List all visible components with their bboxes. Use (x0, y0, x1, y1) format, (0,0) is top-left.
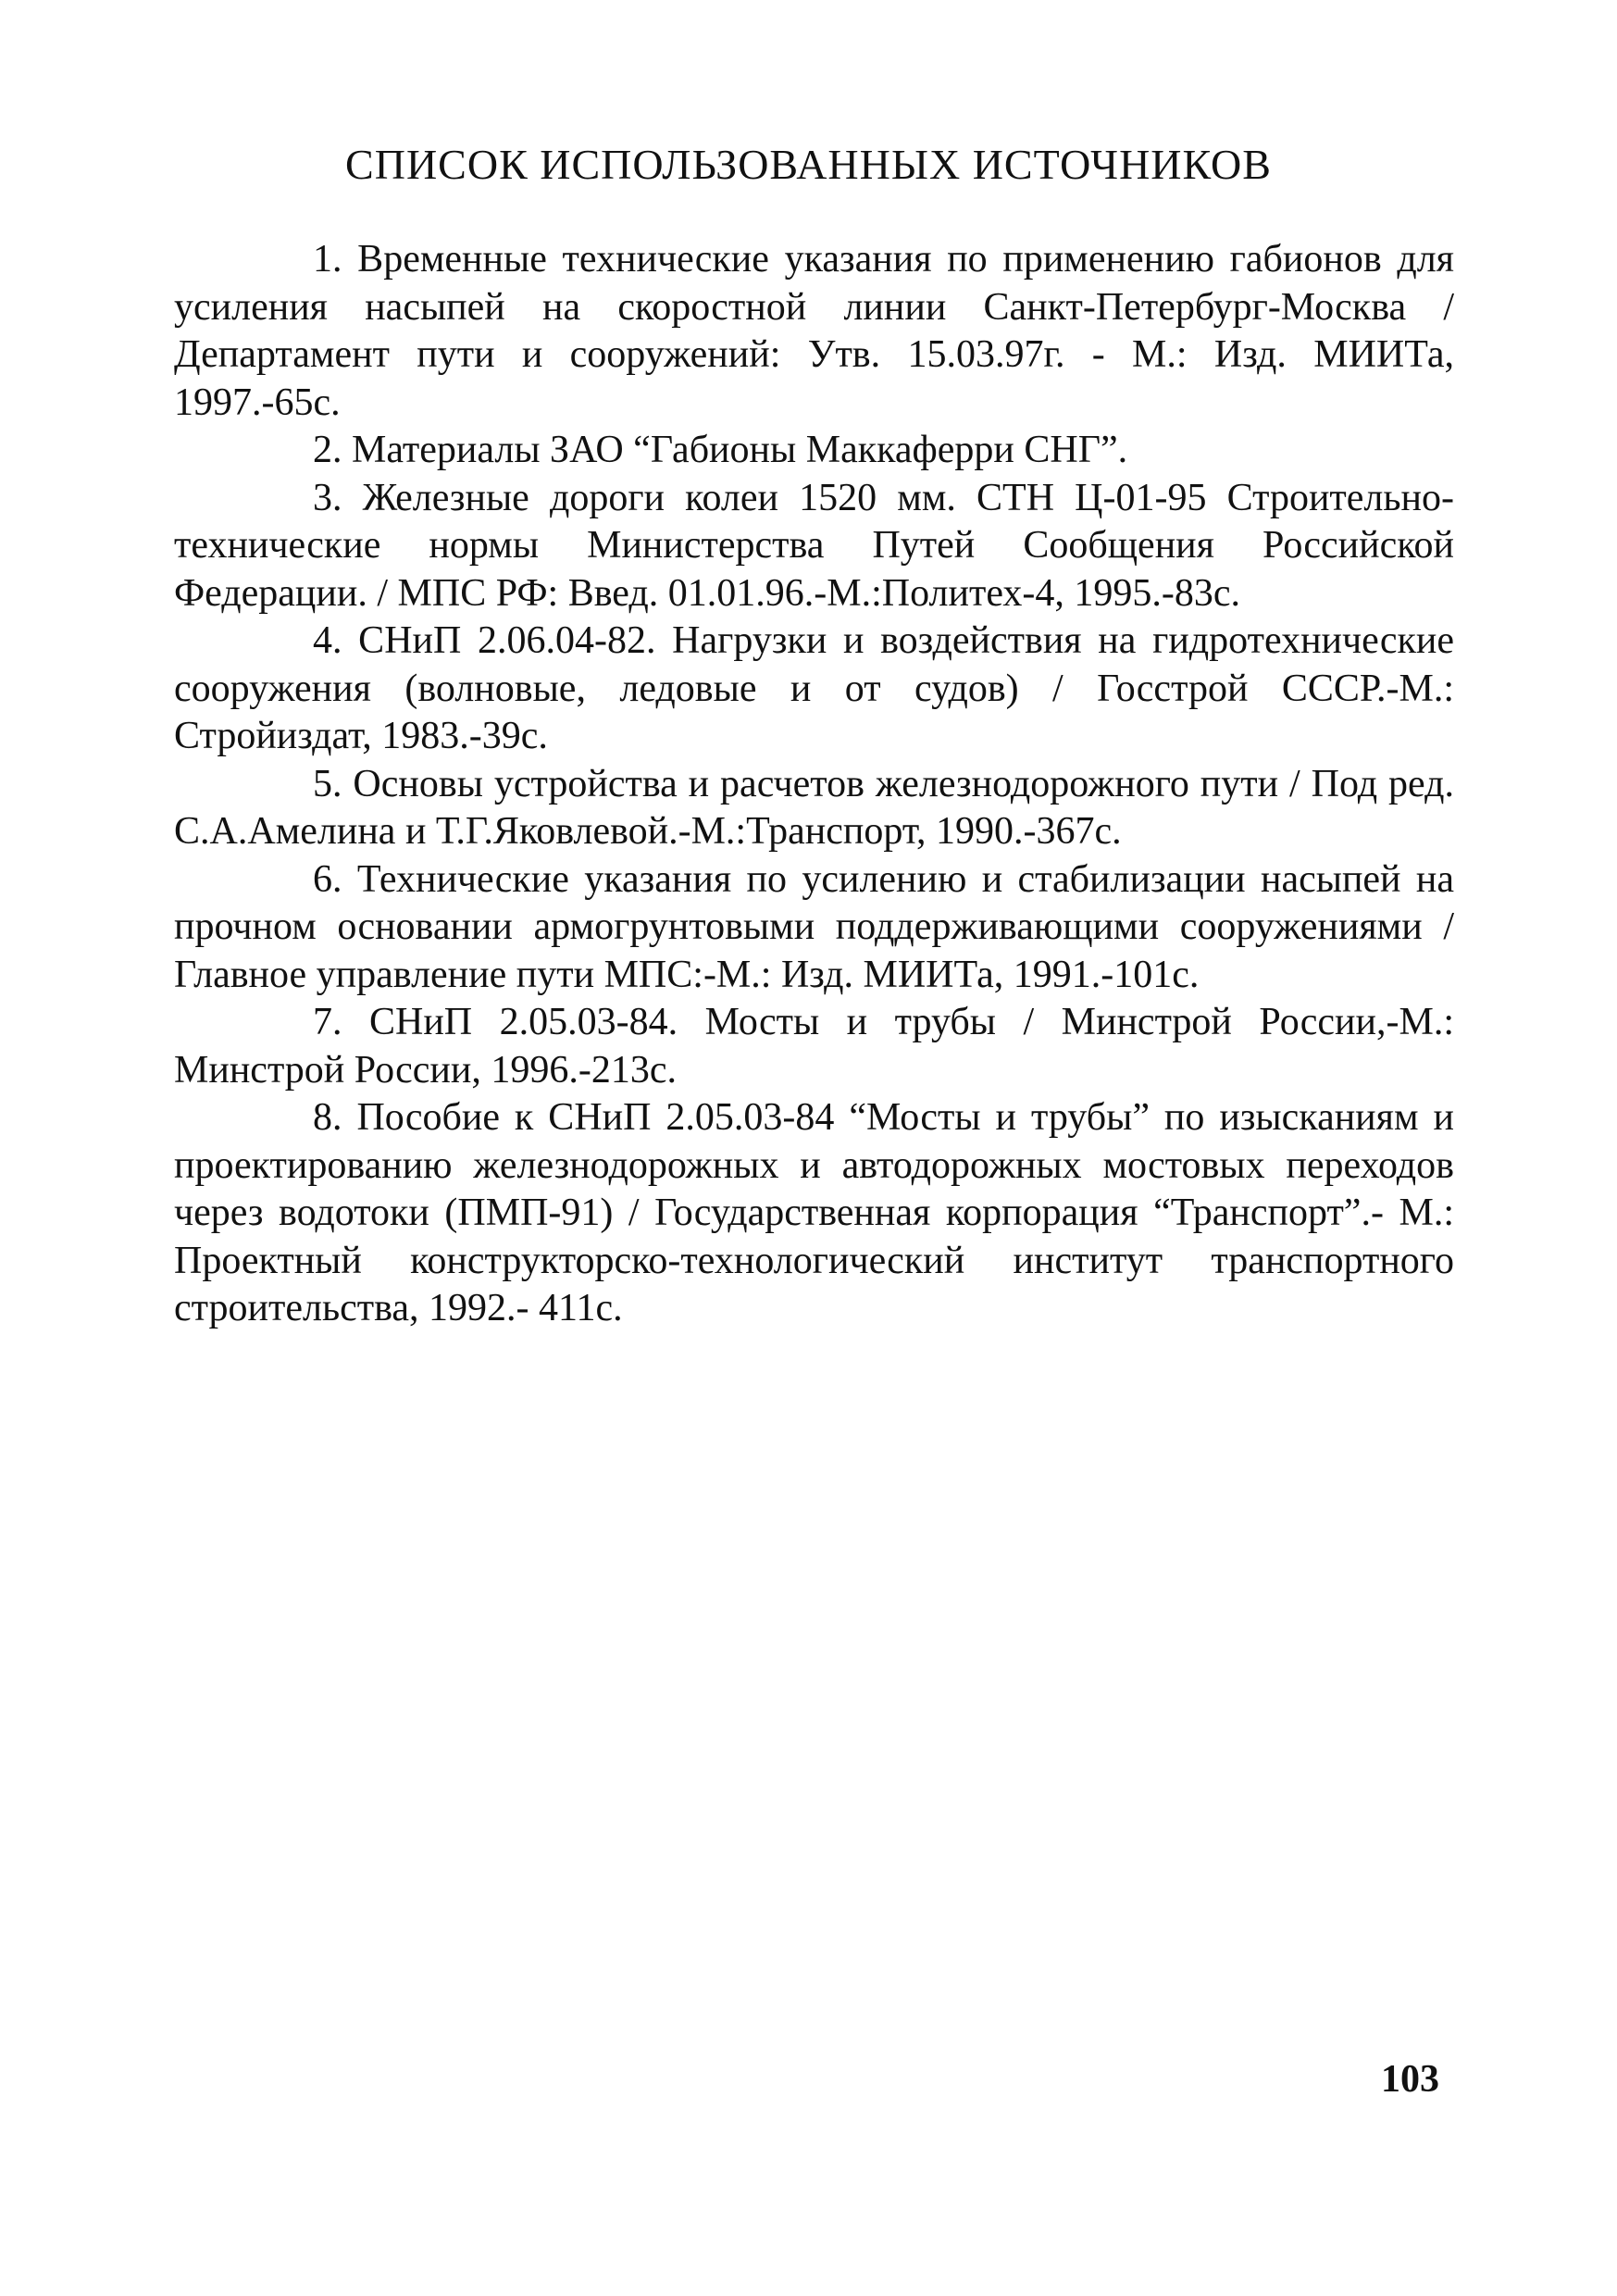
reference-item-5: 5. Основы устройства и расчетов железнодорожного пути / Под ред. С.А.Амелина и Т.Г.Яковлевой.-М.:Транспорт, 1990.-367с. (174, 762, 1454, 853)
reference-item-2: 2. Материалы ЗАО “Габионы Маккаферри СНГ”. (313, 429, 1128, 471)
reference-item-7: 7. СНиП 2.05.03-84. Мосты и трубы / Минстрой России,-М.: Минстрой России, 1996.-213с. (174, 1001, 1454, 1092)
reference-item-3: 3. Железные дороги колеи 1520 мм. СТН Ц-01-95 Строительно-технические нормы Министерства Путей Сообщения Российской Федерации. / МПС РФ: Введ. 01.01.96.-М.:Политех-4, 1995.-83с. (174, 476, 1454, 615)
reference-list (174, 236, 1454, 1333)
reference-item-6: 6. Технические указания по усилению и стабилизации насыпей на прочном основании армогрунтовыми поддерживающими сооружениями / Главное управление пути МПС:-М.: Изд. МИИТа, 1991.-101с. (174, 857, 1454, 996)
reference-item-8: 8. Пособие к СНиП 2.05.03-84 “Мосты и трубы” по изысканиям и проектированию железнодорожных и автодорожных мостовых переходов через водотоки (ПМП-91) / Государственная корпорация “Транспорт”.- М.: Проектный конструкторско-технологический институт транспортного строительства, 1992.- 411с. (174, 1096, 1454, 1329)
reference-item-1: 1. Временные технические указания по применению габионов для усиления насыпей на скоростной линии Санкт-Петербург-Москва / Департамент пути и сооружений: Утв. 15.03.97г. - М.: Изд. МИИТа, 1997.-65с. (174, 238, 1454, 424)
reference-item-4: 4. СНиП 2.06.04-82. Нагрузки и воздействия на гидротехнические сооружения (волновые, ледовые и от судов) / Госстрой СССР.-М.: Стройиздат, 1983.-39с. (174, 619, 1454, 757)
page-title: СПИСОК ИСПОЛЬЗОВАННЫХ ИСТОЧНИКОВ (345, 141, 1272, 188)
page-number: 103 (1381, 2058, 1439, 2101)
